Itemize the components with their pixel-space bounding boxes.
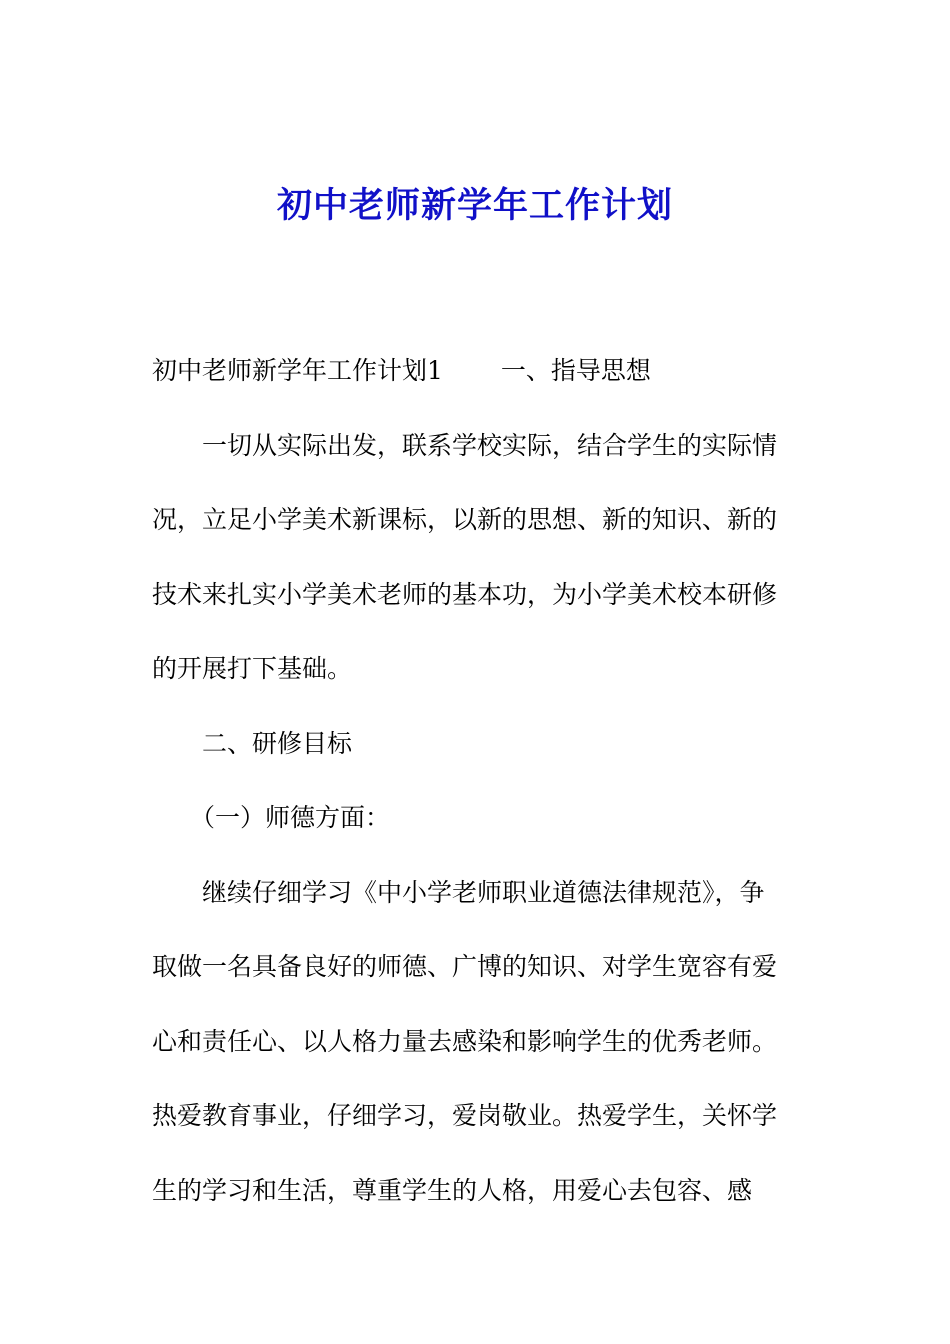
subtitle-text: 初中老师新学年工作计划1	[152, 356, 443, 385]
paragraph-line: 继续仔细学习《中小学老师职业道德法律规范》，争	[202, 877, 765, 907]
paragraph-line: 心和责任心、以人格力量去感染和影响学生的优秀老师。	[152, 1026, 778, 1056]
paragraph-line: 的开展打下基础。	[152, 654, 353, 683]
subsection-heading-ethics: （一）师德方面：	[190, 803, 391, 832]
document-title: 初中老师新学年工作计划	[276, 185, 673, 226]
document-body	[152, 334, 792, 1228]
paragraph-line: 取做一名具备良好的师德、广博的知识、对学生宽容有爱	[152, 952, 778, 981]
section-heading-goals: 二、研修目标	[202, 728, 353, 758]
paragraph-line: 技术来扎实小学美术老师的基本功，为小学美术校本研修	[152, 579, 778, 609]
section-heading-guiding-thought: 一、指导思想	[500, 356, 651, 385]
paragraph-line: 生的学习和生活，尊重学生的人格，用爱心去包容、感	[152, 1175, 753, 1205]
paragraph-line: 一切从实际出发，联系学校实际，结合学生的实际情	[202, 430, 778, 460]
paragraph-line: 况，立足小学美术新课标，以新的思想、新的知识、新的	[152, 505, 778, 534]
paragraph-line: 热爱教育事业，仔细学习，爱岗敬业。热爱学生，关怀学	[152, 1101, 778, 1130]
first-line	[152, 334, 792, 409]
